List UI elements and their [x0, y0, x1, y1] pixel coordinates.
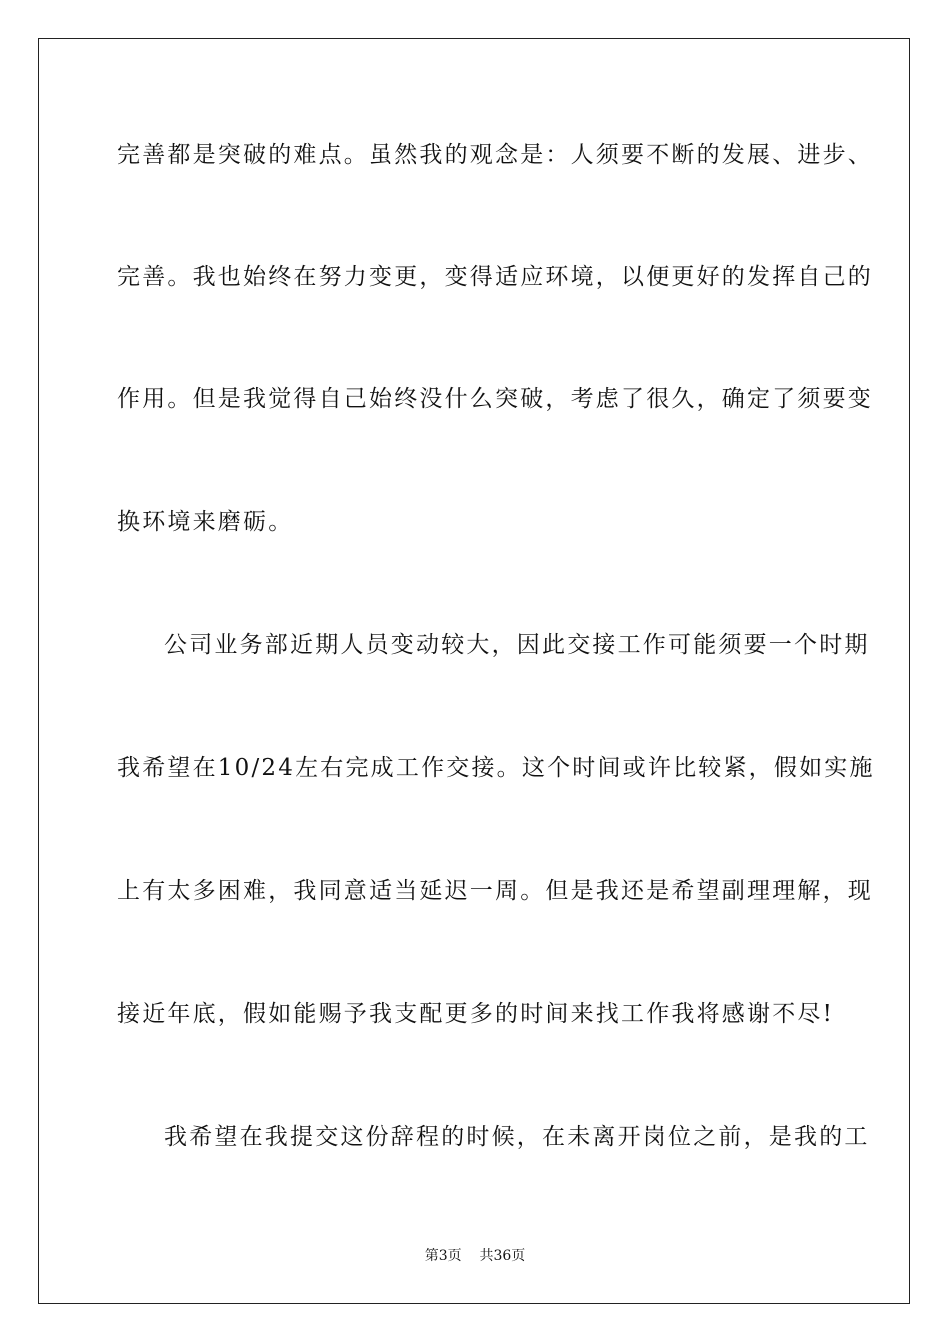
text-line: 我希望在10/24左右完成工作交接。这个时间或许比较紧，假如实施: [117, 755, 875, 781]
page-border: [38, 38, 910, 1304]
text-line: 完善。我也始终在努力变更，变得适应环境，以便更好的发挥自己的: [117, 264, 873, 290]
text-line: 完善都是突破的难点。虽然我的观念是：人须要不断的发展、进步、: [117, 142, 873, 168]
paragraph-start-line: 公司业务部近期人员变动较大，因此交接工作可能须要一个时期: [164, 632, 870, 658]
text-line: 接近年底，假如能赐予我支配更多的时间来找工作我将感谢不尽!: [117, 1001, 835, 1027]
text-line: 上有太多困难，我同意适当延迟一周。但是我还是希望副理理解，现: [117, 878, 873, 904]
text-line: 作用。但是我觉得自己始终没什么突破，考虑了很久，确定了须要变: [117, 386, 873, 412]
page-number: 第3页: [424, 1248, 462, 1264]
paragraph-start-line: 我希望在我提交这份辞程的时候，在未离开岗位之前，是我的工: [164, 1124, 870, 1150]
page-total: 共36页: [479, 1248, 526, 1264]
text-line: 换环境来磨砺。: [117, 509, 294, 535]
page-footer: [0, 1247, 950, 1265]
